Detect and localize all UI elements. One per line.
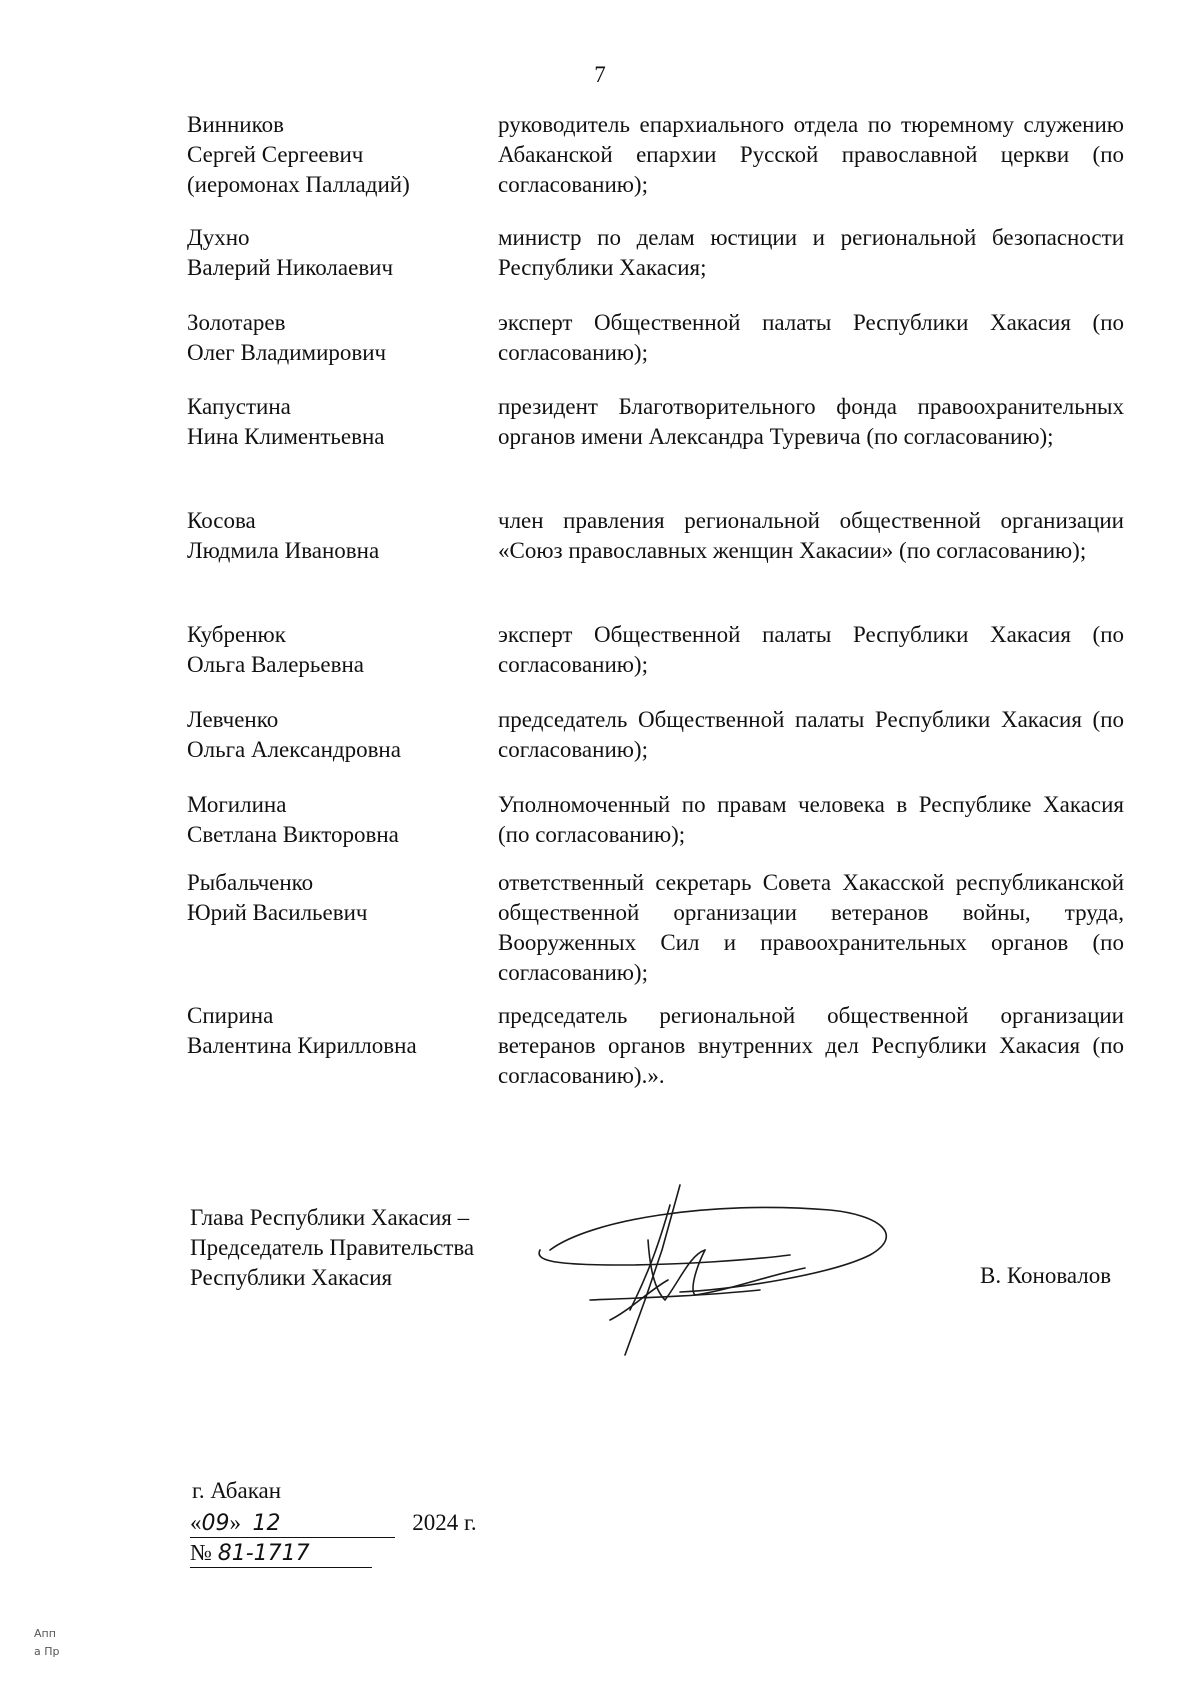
member-name [187,1001,477,1061]
document-date [190,1510,477,1538]
member-given-names: Валентина Кирилловна [187,1033,417,1058]
member-name [187,223,477,283]
member-role: руководитель епархиального отдела по тюремному служению Абаканской епархии Русской православной церкви (по согласованию); [498,112,1124,197]
member-name-note: (иеромонах Палладий) [187,172,410,197]
member-role: председатель региональной общественной организации ветеранов органов внутренних дел Республики Хакасия (по согласованию).». [498,1003,1124,1088]
member-surname: Левченко [187,707,279,732]
member-surname: Рыбальченко [187,870,314,895]
member-given-names: Нина Климентьевна [187,424,385,449]
member-given-names: Людмила Ивановна [187,538,380,563]
member-name [187,506,477,566]
date-field [190,1510,395,1538]
number-prefix: № [190,1540,212,1565]
date-day: 09 [201,1511,230,1536]
member-surname: Спирина [187,1003,274,1028]
signer-name: В. Коновалов [980,1263,1112,1288]
signatory-title-line: Председатель Правительства [190,1235,475,1260]
member-name [187,705,477,765]
date-close-quote: » [229,1510,241,1535]
margin-note [34,1625,60,1661]
member-role: ответственный секретарь Совета Хакасской республиканской общественной организации ветеранов войны, труда, Вооруженных Сил и правоохранительных органов (по согласованию); [498,870,1124,985]
member-given-names: Олег Владимирович [187,340,387,365]
member-surname: Золотарев [187,310,286,335]
member-role: Уполномоченный по правам человека в Республике Хакасия (по согласованию); [498,792,1124,847]
date-month: 12 [252,1511,281,1536]
member-role: министр по делам юстиции и региональной безопасности Республики Хакасия; [498,225,1124,280]
member-role: эксперт Общественной палаты Республики Хакасия (по согласованию); [498,310,1124,365]
member-surname: Кубренюк [187,622,286,647]
member-role: эксперт Общественной палаты Республики Хакасия (по согласованию); [498,622,1124,677]
member-name [187,110,477,200]
member-name [187,620,477,680]
member-given-names: Ольга Александровна [187,737,401,762]
member-role: член правления региональной общественной организации «Союз православных женщин Хакасии» (по согласованию); [498,508,1124,563]
signatory-title [190,1203,474,1293]
number-field [190,1540,372,1568]
member-given-names: Ольга Валерьевна [187,652,364,677]
member-given-names: Светлана Викторовна [187,822,399,847]
signatory-title-line: Глава Республики Хакасия – [190,1205,470,1230]
member-name [187,392,477,452]
page-number: 7 [594,62,606,87]
member-surname: Могилина [187,792,287,817]
member-given-names: Валерий Николаевич [187,255,394,280]
member-role: президент Благотворительного фонда правоохранительных органов имени Александра Туревича (по согласованию); [498,394,1124,449]
date-year: 2024 г. [412,1510,477,1535]
member-given-names: Юрий Васильевич [187,900,368,925]
margin-note-line: Апп [34,1627,56,1640]
date-open-quote: « [190,1510,202,1535]
margin-note-line: а Пр [34,1645,60,1658]
member-surname: Капустина [187,394,291,419]
number-value: 81-1717 [217,1541,310,1566]
document-number [190,1540,372,1568]
member-name [187,308,477,368]
handwritten-signature [530,1180,910,1370]
member-given-names: Сергей Сергеевич [187,142,364,167]
member-surname: Винников [187,112,284,137]
member-name [187,868,477,928]
member-role: председатель Общественной палаты Республики Хакасия (по согласованию); [498,707,1124,762]
member-surname: Косова [187,508,256,533]
place-of-signing: г. Абакан [192,1478,282,1503]
signatory-title-line: Республики Хакасия [190,1265,393,1290]
member-surname: Духно [187,225,250,250]
member-name [187,790,477,850]
